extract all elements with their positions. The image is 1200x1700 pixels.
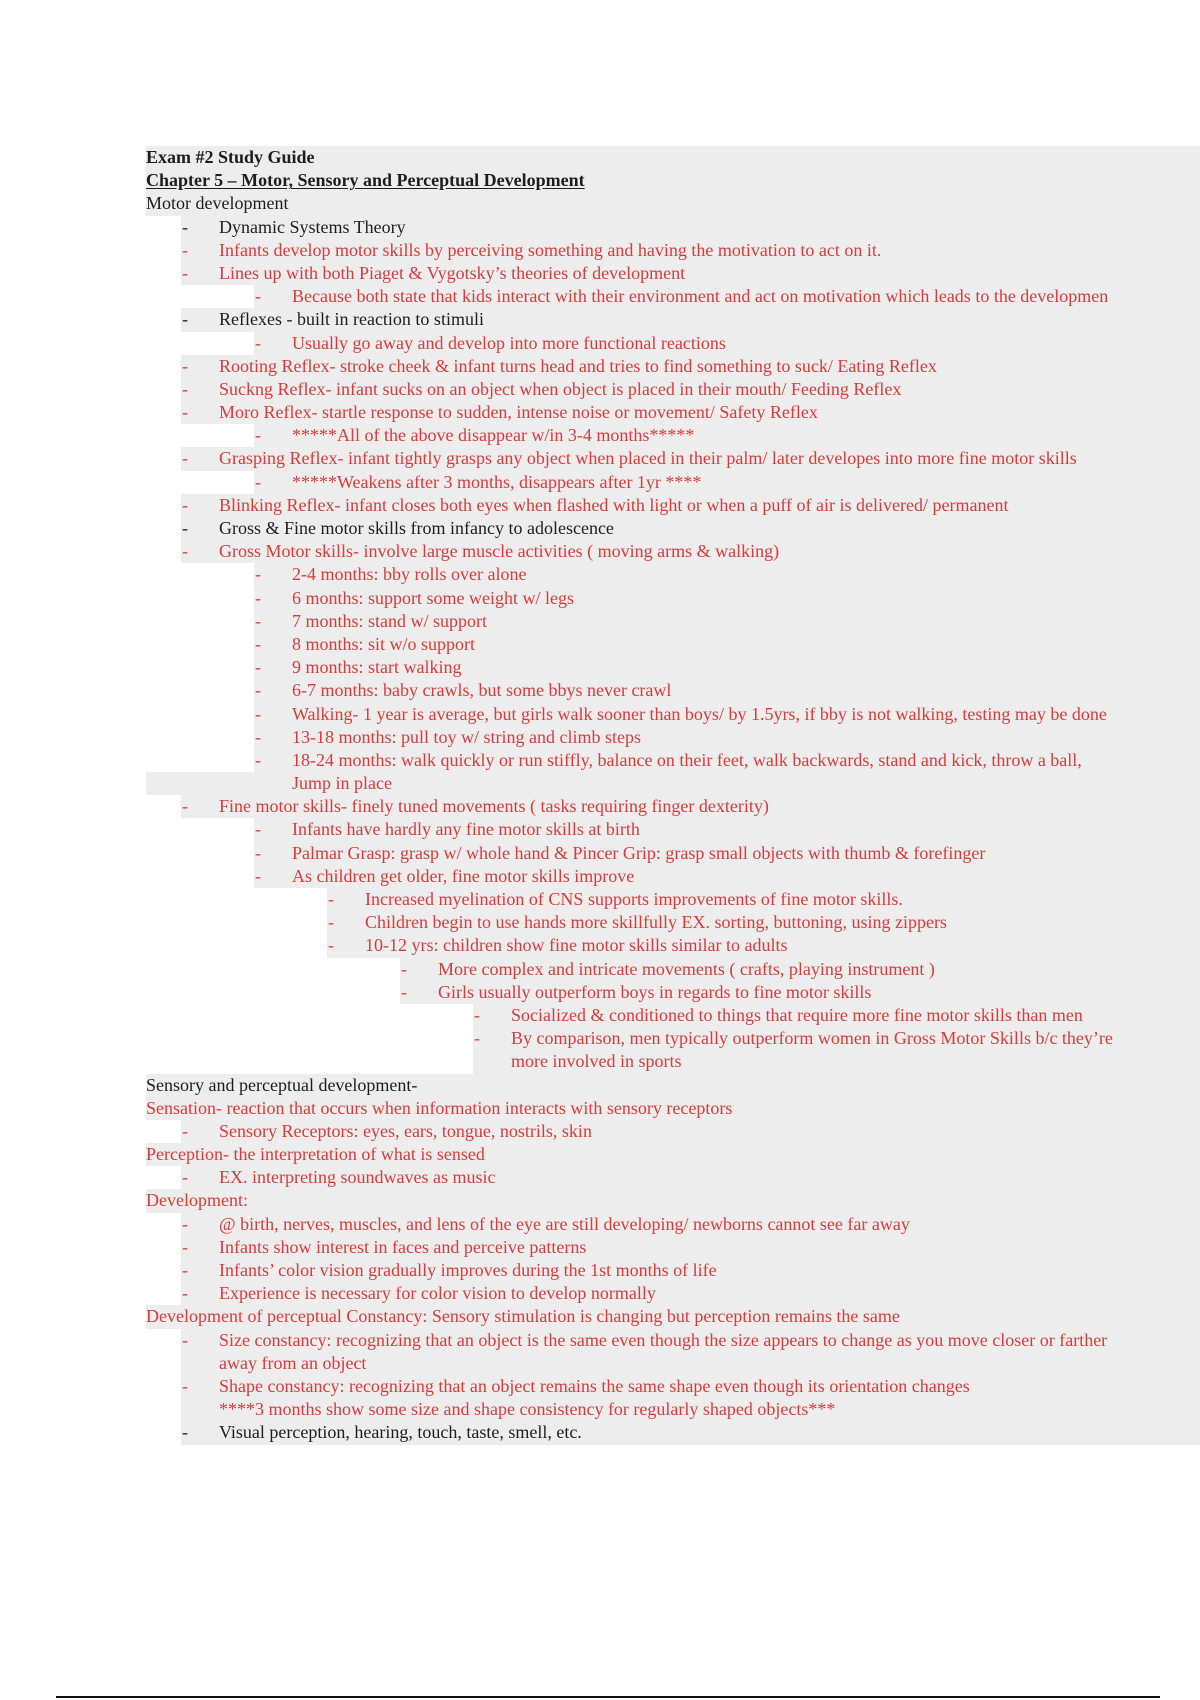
dash-bullet-icon: - [474, 1004, 480, 1025]
outline-line [0, 772, 1200, 795]
dash-bullet-icon: - [255, 865, 261, 886]
line-text: more involved in sports [511, 1051, 682, 1072]
study-guide-document [0, 146, 1200, 1445]
outline-line [0, 865, 1200, 888]
outline-line [0, 1305, 1200, 1328]
outline-line [0, 169, 1200, 192]
line-text: Sensory and perceptual development- [146, 1074, 418, 1095]
outline-line [0, 1375, 1200, 1398]
line-text: Suckng Reflex- infant sucks on an object when object is placed in their mouth/ Feeding Reflex [219, 378, 902, 399]
line-text: 18-24 months: walk quickly or run stiffly, balance on their feet, walk backwards, stand and kick, throw a ball, [292, 749, 1082, 770]
outline-line [0, 401, 1200, 424]
outline-line [0, 958, 1200, 981]
line-text: Rooting Reflex- stroke cheek & infant turns head and tries to find something to suck/ Eating Reflex [219, 355, 937, 376]
line-text: 13-18 months: pull toy w/ string and climb steps [292, 726, 641, 747]
line-text: EX. interpreting soundwaves as music [219, 1167, 496, 1188]
outline-line [0, 517, 1200, 540]
outline-line [0, 1027, 1200, 1050]
dash-bullet-icon: - [255, 703, 261, 724]
line-text: Reflexes - built in reaction to stimuli [219, 309, 484, 330]
dash-bullet-icon: - [182, 355, 188, 376]
dash-bullet-icon: - [255, 587, 261, 608]
dash-bullet-icon: - [182, 216, 188, 237]
outline-line [0, 1421, 1200, 1444]
line-text: Visual perception, hearing, touch, taste, smell, etc. [219, 1422, 582, 1443]
line-text: Dynamic Systems Theory [219, 216, 406, 237]
line-text: 2-4 months: bby rolls over alone [292, 564, 527, 585]
outline-line [0, 656, 1200, 679]
dash-bullet-icon: - [255, 749, 261, 770]
line-text: Gross Motor skills- involve large muscle activities ( moving arms & walking) [219, 541, 780, 562]
dash-bullet-icon: - [255, 819, 261, 840]
outline-line [0, 633, 1200, 656]
dash-bullet-icon: - [182, 309, 188, 330]
dash-bullet-icon: - [255, 657, 261, 678]
outline-line [0, 703, 1200, 726]
dash-bullet-icon: - [182, 1422, 188, 1443]
outline-line [0, 888, 1200, 911]
line-text: Lines up with both Piaget & Vygotsky’s theories of development [219, 262, 686, 283]
dash-bullet-icon: - [182, 494, 188, 515]
outline-line [0, 540, 1200, 563]
outline-line [0, 981, 1200, 1004]
dash-bullet-icon: - [182, 1260, 188, 1280]
line-text: Infants develop motor skills by perceiving something and having the motivation to act on it. [219, 239, 882, 260]
dash-bullet-icon: - [474, 1028, 480, 1049]
dash-bullet-icon: - [182, 1329, 188, 1350]
line-text: Exam #2 Study Guide [146, 147, 315, 167]
dash-bullet-icon: - [182, 402, 188, 423]
outline-line [0, 1329, 1200, 1352]
dash-bullet-icon: - [255, 332, 261, 353]
line-text: 9 months: start walking [292, 657, 462, 678]
line-text: Perception- the interpretation of what is sensed [146, 1144, 485, 1165]
line-text: By comparison, men typically outperform women in Gross Motor Skills b/c they’re [511, 1028, 1113, 1049]
dash-bullet-icon: - [328, 912, 334, 933]
dash-bullet-icon: - [328, 889, 334, 909]
dash-bullet-icon: - [255, 610, 261, 631]
outline-line [0, 332, 1200, 355]
outline-line [0, 262, 1200, 285]
line-text: Because both state that kids interact with their environment and act on motivation which leads to the developmen [292, 286, 1109, 307]
outline-line [0, 1352, 1200, 1375]
line-text: Shape constancy: recognizing that an object remains the same shape even though its orientation changes [219, 1375, 970, 1396]
outline-line [0, 1398, 1200, 1421]
line-text: Infants show interest in faces and perceive patterns [219, 1236, 587, 1257]
line-text: 6-7 months: baby crawls, but some bbys never crawl [292, 680, 672, 701]
line-text: As children get older, fine motor skills improve [292, 865, 635, 886]
dash-bullet-icon: - [255, 471, 261, 492]
line-text: Development of perceptual Constancy: Sensory stimulation is changing but perception remains the same [146, 1306, 900, 1327]
outline-line [0, 494, 1200, 517]
outline-line [0, 1120, 1200, 1143]
dash-bullet-icon: - [255, 633, 261, 654]
line-text: Experience is necessary for color vision to develop normally [219, 1283, 656, 1304]
dash-bullet-icon: - [255, 726, 261, 747]
outline-line [0, 911, 1200, 934]
dash-bullet-icon: - [401, 981, 407, 1002]
line-text: Usually go away and develop into more functional reactions [292, 332, 726, 353]
line-text: Walking- 1 year is average, but girls walk sooner than boys/ by 1.5yrs, if bby is not walking, testing may be done [292, 703, 1107, 724]
outline-line [0, 192, 1200, 215]
dash-bullet-icon: - [182, 378, 188, 399]
line-text: Girls usually outperform boys in regards to fine motor skills [438, 981, 872, 1002]
line-text: Palmar Grasp: grasp w/ whole hand & Pincer Grip: grasp small objects with thumb & forefinger [292, 842, 986, 863]
dash-bullet-icon: - [182, 1283, 188, 1304]
line-text: away from an object [219, 1352, 367, 1373]
dash-bullet-icon: - [401, 958, 407, 979]
outline-line [0, 842, 1200, 865]
outline-line [0, 424, 1200, 447]
outline-line [0, 726, 1200, 749]
line-text: Motor development [146, 193, 289, 214]
outline-line [0, 818, 1200, 841]
outline-line [0, 1097, 1200, 1120]
outline-line [0, 679, 1200, 702]
outline-line [0, 1166, 1200, 1189]
line-text: Sensory Receptors: eyes, ears, tongue, nostrils, skin [219, 1120, 592, 1141]
outline-line [0, 1050, 1200, 1073]
outline-line [0, 1074, 1200, 1097]
line-text: Infants’ color vision gradually improves during the 1st months of life [219, 1260, 717, 1280]
dash-bullet-icon: - [182, 541, 188, 562]
outline-line [0, 1213, 1200, 1236]
dash-bullet-icon: - [182, 239, 188, 260]
line-text: Jump in place [292, 773, 392, 794]
dash-bullet-icon: - [182, 262, 188, 283]
line-text: Grasping Reflex- infant tightly grasps any object when placed in their palm/ later developes into more fine motor skills [219, 448, 1077, 469]
line-text: Socialized & conditioned to things that require more fine motor skills than men [511, 1004, 1083, 1025]
dash-bullet-icon: - [182, 1120, 188, 1141]
line-text: @ birth, nerves, muscles, and lens of the eye are still developing/ newborns cannot see far away [219, 1213, 910, 1234]
highlight-band [146, 1189, 1200, 1212]
dash-bullet-icon: - [255, 842, 261, 863]
dash-bullet-icon: - [255, 680, 261, 701]
dash-bullet-icon: - [182, 1375, 188, 1396]
outline-line [0, 471, 1200, 494]
dash-bullet-icon: - [255, 564, 261, 585]
outline-line [0, 1189, 1200, 1212]
line-text: Fine motor skills- finely tuned movements ( tasks requiring finger dexterity) [219, 796, 769, 817]
outline-line [0, 1004, 1200, 1027]
outline-line [0, 308, 1200, 331]
dash-bullet-icon: - [182, 1213, 188, 1234]
outline-line [0, 239, 1200, 262]
outline-line [0, 795, 1200, 818]
line-text: Development: [146, 1190, 248, 1211]
outline-line [0, 934, 1200, 957]
line-text: 8 months: sit w/o support [292, 633, 476, 654]
dash-bullet-icon: - [182, 1236, 188, 1257]
outline-line [0, 447, 1200, 470]
dash-bullet-icon: - [182, 1167, 188, 1188]
dash-bullet-icon: - [182, 518, 188, 538]
dash-bullet-icon: - [255, 425, 261, 446]
outline-line [0, 610, 1200, 633]
dash-bullet-icon: - [328, 935, 334, 956]
line-text: Chapter 5 – Motor, Sensory and Perceptual Development [146, 170, 585, 191]
outline-line [0, 378, 1200, 401]
line-text: Gross & Fine motor skills from infancy to adolescence [219, 518, 614, 538]
outline-line [0, 587, 1200, 610]
line-text: ****3 months show some size and shape consistency for regularly shaped objects*** [219, 1399, 836, 1420]
line-text: 6 months: support some weight w/ legs [292, 587, 574, 608]
line-text: More complex and intricate movements ( crafts, playing instrument ) [438, 958, 935, 979]
line-text: Sensation- reaction that occurs when information interacts with sensory receptors [146, 1097, 733, 1118]
highlight-band [146, 192, 1200, 215]
line-text: Moro Reflex- startle response to sudden, intense noise or movement/ Safety Reflex [219, 402, 818, 423]
line-text: *****All of the above disappear w/in 3-4 months***** [292, 425, 695, 446]
footer-rule [56, 1696, 1160, 1698]
line-text: Blinking Reflex- infant closes both eyes when flashed with light or when a puff of air is delivered/ permanent [219, 494, 1009, 515]
dash-bullet-icon: - [182, 796, 188, 817]
outline-line [0, 1236, 1200, 1259]
outline-line [0, 146, 1200, 169]
outline-line [0, 749, 1200, 772]
dash-bullet-icon: - [182, 448, 188, 469]
outline-line [0, 355, 1200, 378]
line-text: Children begin to use hands more skillfully EX. sorting, buttoning, using zippers [365, 912, 947, 933]
outline-line [0, 1282, 1200, 1305]
dash-bullet-icon: - [255, 286, 261, 307]
line-text: 10-12 yrs: children show fine motor skills similar to adults [365, 935, 788, 956]
line-text: Increased myelination of CNS supports improvements of fine motor skills. [365, 889, 903, 909]
line-text: *****Weakens after 3 months, disappears after 1yr **** [292, 471, 702, 492]
line-text: Infants have hardly any fine motor skills at birth [292, 819, 640, 840]
outline-line [0, 563, 1200, 586]
outline-line [0, 1259, 1200, 1282]
line-text: 7 months: stand w/ support [292, 610, 488, 631]
outline-line [0, 1143, 1200, 1166]
outline-line [0, 285, 1200, 308]
outline-line [0, 216, 1200, 239]
line-text: Size constancy: recognizing that an object is the same even though the size appears to change as you move closer or farther [219, 1329, 1108, 1350]
